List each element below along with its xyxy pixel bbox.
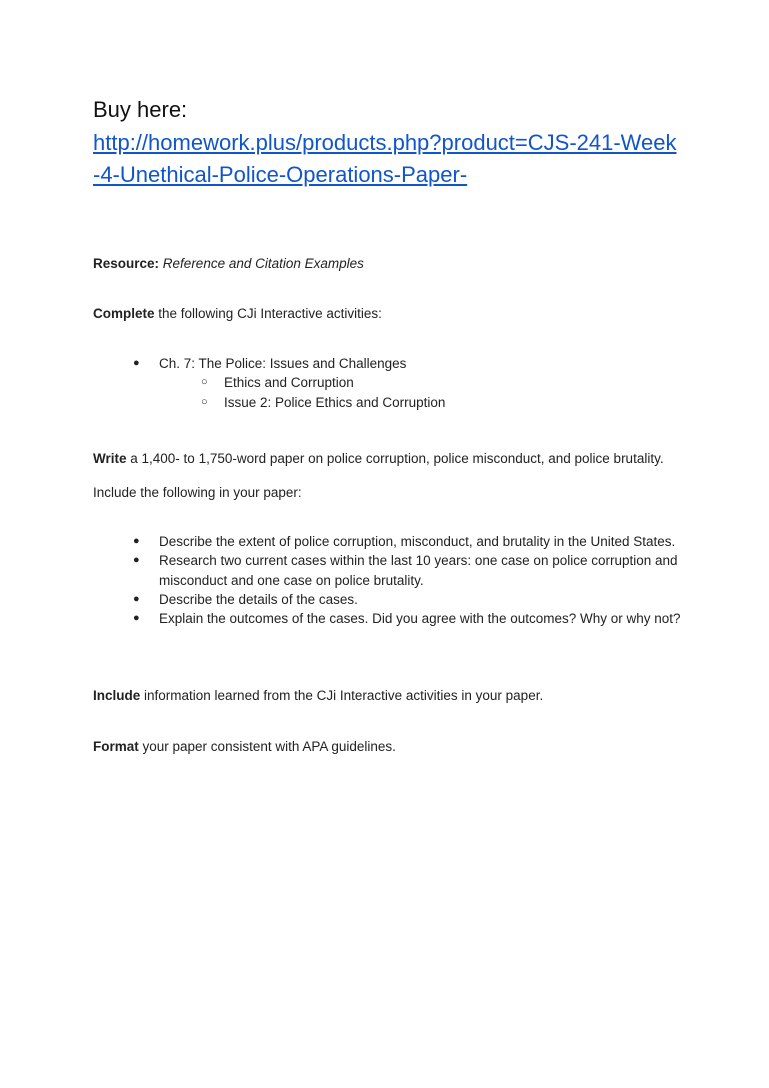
requirement-text: Explain the outcomes of the cases. Did you agree with the outcomes? Why or why not? bbox=[159, 611, 681, 627]
activities-list bbox=[93, 354, 689, 412]
bullet-icon: ● bbox=[133, 535, 140, 547]
requirements-list bbox=[93, 532, 689, 628]
buy-here-heading: Buy here: bbox=[93, 97, 188, 122]
complete-label: Complete bbox=[93, 306, 155, 321]
circle-bullet-icon: ○ bbox=[201, 376, 208, 389]
format-label: Format bbox=[93, 739, 139, 754]
resource-label: Resource: bbox=[93, 256, 160, 271]
write-paragraph bbox=[93, 442, 673, 510]
activity-subitem: Ethics and Corruption bbox=[224, 375, 354, 391]
activity-sublist bbox=[159, 373, 689, 412]
write-text: a 1,400- to 1,750-word paper on police corruption, police misconduct, and police brutality. Include the following in your paper: bbox=[93, 451, 664, 500]
list-item bbox=[159, 373, 684, 392]
write-label: Write bbox=[93, 451, 127, 466]
list-item bbox=[93, 590, 689, 609]
activity-subitem: Issue 2: Police Ethics and Corruption bbox=[224, 394, 446, 410]
product-link[interactable]: http://homework.plus/products.php?product=CJS-241-Week-4-Unethical-Police-Operations-Paper- bbox=[93, 130, 677, 187]
list-item bbox=[93, 551, 689, 590]
include-text: information learned from the CJi Interactive activities in your paper. bbox=[140, 688, 544, 703]
requirement-text: Research two current cases within the last 10 years: one case on police corruption and misconduct and one case on police brutality. bbox=[159, 553, 678, 588]
list-item bbox=[159, 393, 684, 412]
list-item bbox=[93, 532, 689, 551]
bullet-icon: ● bbox=[133, 357, 140, 369]
include-label: Include bbox=[93, 688, 141, 703]
list-item bbox=[93, 609, 689, 628]
requirement-text: Describe the extent of police corruption, misconduct, and brutality in the United States. bbox=[159, 534, 676, 549]
circle-bullet-icon: ○ bbox=[201, 395, 208, 408]
complete-text: the following CJi Interactive activities: bbox=[154, 306, 382, 321]
format-text: your paper consistent with APA guidelines. bbox=[138, 739, 396, 754]
requirement-text: Describe the details of the cases. bbox=[159, 591, 358, 607]
bullet-icon: ● bbox=[133, 592, 140, 605]
bullet-icon: ● bbox=[133, 554, 140, 567]
resource-line bbox=[93, 254, 693, 273]
list-item bbox=[93, 354, 689, 412]
complete-line bbox=[93, 304, 693, 323]
include-line bbox=[93, 686, 693, 705]
format-line bbox=[93, 737, 693, 756]
bullet-icon: ● bbox=[133, 612, 140, 625]
activity-item: Ch. 7: The Police: Issues and Challenges bbox=[159, 356, 407, 371]
resource-text: Reference and Citation Examples bbox=[162, 256, 364, 271]
